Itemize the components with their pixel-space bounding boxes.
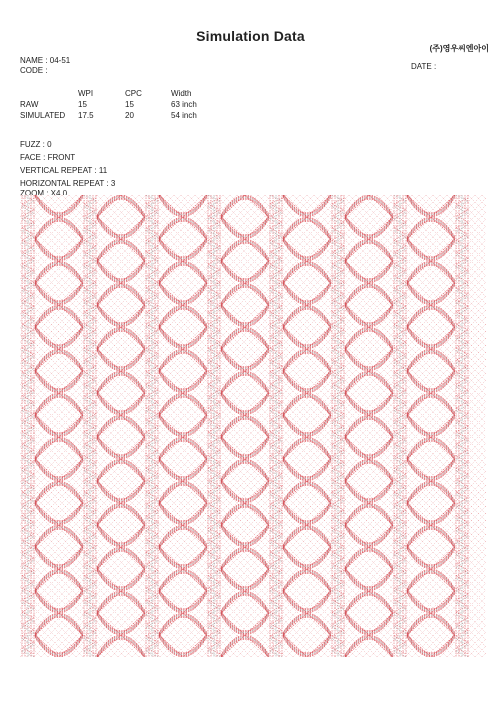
zoom-value: ZOOM : X4.0 — [20, 190, 68, 195]
table-header-cell: WPI — [78, 89, 94, 98]
name-field: NAME : 04-51 — [20, 56, 71, 65]
horizontal-repeat-value: HORIZONTAL REPEAT : 3 — [20, 179, 116, 188]
table-cell: 17.5 — [78, 111, 94, 120]
table-cell: SIMULATED — [20, 111, 66, 120]
weave-spec-table — [20, 88, 231, 121]
table-row — [20, 99, 231, 110]
vertical-repeat-value: VERTICAL REPEAT : 11 — [20, 166, 108, 175]
company-name: (주)영우씨엔아이 — [429, 44, 489, 53]
code-field: CODE : — [20, 66, 48, 75]
date-field: DATE : — [411, 62, 437, 71]
table-cell: 54 inch — [171, 111, 197, 120]
table-header-cell: Width — [171, 89, 192, 98]
table-cell: 63 inch — [171, 100, 197, 109]
page-title: Simulation Data — [196, 28, 305, 44]
lace-pattern — [20, 195, 486, 657]
simulation-params — [20, 138, 115, 190]
table-cell: 15 — [125, 100, 134, 109]
fuzz-value: FUZZ : 0 — [20, 140, 52, 149]
table-header-cell: CPC — [125, 89, 142, 98]
fabric-simulation-image — [20, 195, 486, 657]
face-value: FACE : FRONT — [20, 153, 76, 162]
table-cell: RAW — [20, 100, 39, 109]
table-cell: 20 — [125, 111, 134, 120]
table-cell: 15 — [78, 100, 87, 109]
table-header-row — [20, 88, 231, 99]
table-header-cell — [20, 88, 78, 99]
table-row — [20, 110, 231, 121]
